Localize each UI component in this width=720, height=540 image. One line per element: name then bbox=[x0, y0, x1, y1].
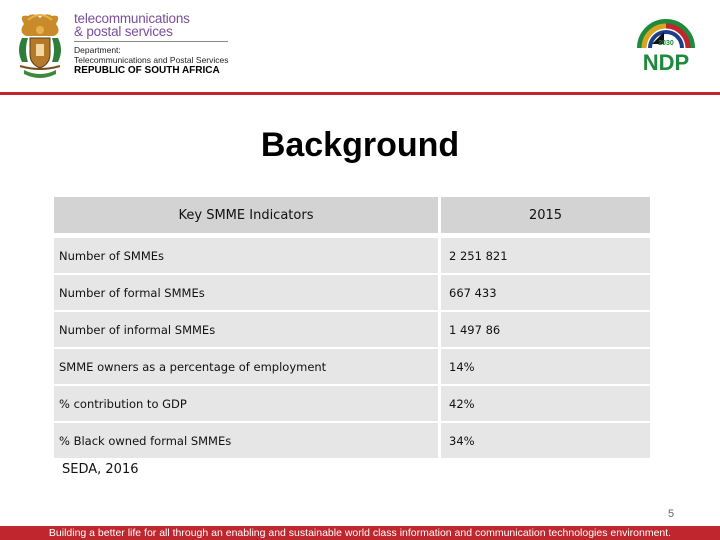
table-row bbox=[54, 236, 650, 273]
brand-divider bbox=[74, 41, 228, 42]
header-divider bbox=[0, 92, 720, 95]
brand-name-line2: & postal services bbox=[74, 24, 173, 39]
table-cell-value: 667 433 bbox=[441, 275, 650, 310]
table-cell-value: 34% bbox=[441, 423, 650, 458]
country-name: REPUBLIC OF SOUTH AFRICA bbox=[74, 65, 220, 76]
slide-header bbox=[0, 0, 720, 96]
table-row bbox=[54, 421, 650, 458]
smme-indicators-table bbox=[54, 197, 650, 458]
table-cell-value: 14% bbox=[441, 349, 650, 384]
table-row bbox=[54, 273, 650, 310]
brand-block bbox=[74, 12, 244, 77]
table-cell-value: 2 251 821 bbox=[441, 238, 650, 273]
page-number: 5 bbox=[668, 508, 675, 520]
table-cell-value: 1 497 86 bbox=[441, 312, 650, 347]
table-row bbox=[54, 347, 650, 384]
table-header-row bbox=[54, 197, 650, 234]
table-cell-indicator: % contribution to GDP bbox=[54, 386, 438, 421]
table-cell-indicator: SMME owners as a percentage of employment bbox=[54, 349, 438, 384]
ndp-2030-logo bbox=[634, 18, 698, 76]
table-header-year: 2015 bbox=[441, 197, 650, 233]
table-header-indicator: Key SMME Indicators bbox=[54, 197, 438, 233]
table-cell-indicator: Number of informal SMMEs bbox=[54, 312, 438, 347]
table-cell-indicator: Number of formal SMMEs bbox=[54, 275, 438, 310]
table-cell-indicator: Number of SMMEs bbox=[54, 238, 438, 273]
table-row bbox=[54, 384, 650, 421]
coat-of-arms-logo bbox=[14, 10, 66, 82]
footer-tagline: Building a better life for all through an enabling and sustainable world class information and communication technologies environment. bbox=[48, 527, 672, 539]
footer-bar bbox=[0, 526, 720, 540]
table-row bbox=[54, 310, 650, 347]
slide-title: Background bbox=[260, 126, 460, 164]
ndp-year: 2030 bbox=[658, 40, 674, 47]
dept-label: Department: bbox=[74, 45, 121, 55]
brand-name-line1: telecommunications bbox=[74, 11, 190, 26]
dept-name: Telecommunications and Postal Services bbox=[74, 55, 229, 65]
ndp-logo-text: NDP bbox=[642, 50, 690, 75]
source-note: SEDA, 2016 bbox=[62, 462, 139, 477]
table-cell-value: 42% bbox=[441, 386, 650, 421]
table-cell-indicator: % Black owned formal SMMEs bbox=[54, 423, 438, 458]
